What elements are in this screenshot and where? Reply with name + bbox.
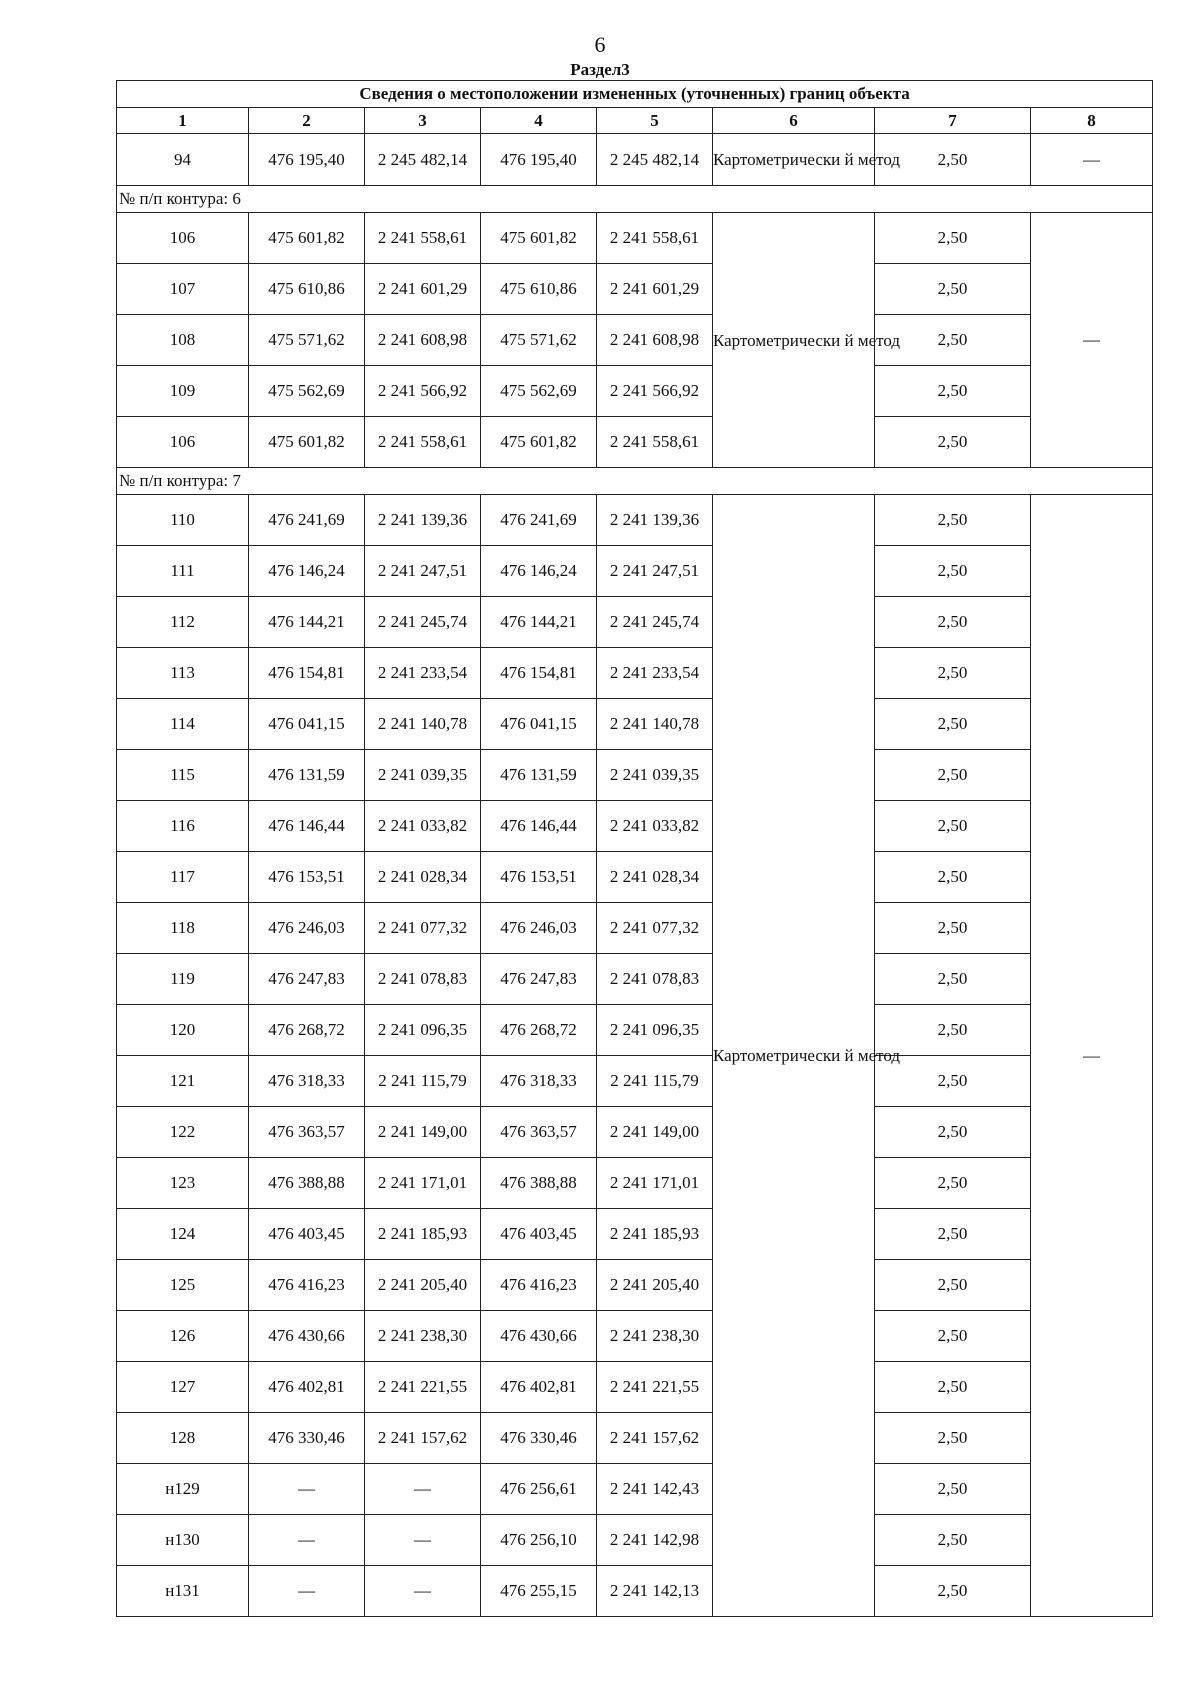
- accuracy-cell: 2,50: [875, 1005, 1031, 1056]
- table-row: [117, 1260, 1153, 1311]
- method-cell: Картометрически й метод: [713, 213, 875, 468]
- cell-col5: 2 241 028,34: [597, 852, 713, 903]
- method-cell: Картометрически й метод: [713, 134, 875, 186]
- column-header: 2: [249, 108, 365, 134]
- cell-col3: 2 241 558,61: [365, 213, 481, 264]
- table-row: [117, 495, 1153, 546]
- point-number: 114: [117, 699, 249, 750]
- cell-col3: 2 241 205,40: [365, 1260, 481, 1311]
- accuracy-cell: 2,50: [875, 417, 1031, 468]
- cell-col3: 2 241 247,51: [365, 546, 481, 597]
- cell-col3: 2 241 566,92: [365, 366, 481, 417]
- accuracy-cell: 2,50: [875, 1107, 1031, 1158]
- point-number: 113: [117, 648, 249, 699]
- cell-col2: —: [249, 1566, 365, 1617]
- point-number: 121: [117, 1056, 249, 1107]
- table-row: [117, 1107, 1153, 1158]
- accuracy-cell: 2,50: [875, 1209, 1031, 1260]
- point-number: 119: [117, 954, 249, 1005]
- cell-col5: 2 241 078,83: [597, 954, 713, 1005]
- cell-col5: 2 241 238,30: [597, 1311, 713, 1362]
- cell-col2: 476 330,46: [249, 1413, 365, 1464]
- accuracy-cell: 2,50: [875, 1515, 1031, 1566]
- cell-col3: 2 241 601,29: [365, 264, 481, 315]
- cell-col2: 476 416,23: [249, 1260, 365, 1311]
- accuracy-cell: 2,50: [875, 264, 1031, 315]
- boundary-table: [116, 80, 1153, 1617]
- cell-col5: 2 241 185,93: [597, 1209, 713, 1260]
- cell-col3: 2 241 245,74: [365, 597, 481, 648]
- accuracy-cell: 2,50: [875, 1464, 1031, 1515]
- cell-col5: 2 241 142,98: [597, 1515, 713, 1566]
- cell-col4: 475 571,62: [481, 315, 597, 366]
- cell-col3: 2 241 149,00: [365, 1107, 481, 1158]
- point-number: 125: [117, 1260, 249, 1311]
- table-row: [117, 546, 1153, 597]
- cell-col3: 2 241 077,32: [365, 903, 481, 954]
- cell-col5: 2 241 566,92: [597, 366, 713, 417]
- cell-col3: 2 241 157,62: [365, 1413, 481, 1464]
- cell-col5: 2 241 558,61: [597, 213, 713, 264]
- cell-col4: 476 388,88: [481, 1158, 597, 1209]
- cell-col2: 476 247,83: [249, 954, 365, 1005]
- point-number: 117: [117, 852, 249, 903]
- column-header: 8: [1031, 108, 1153, 134]
- table-row: [117, 1515, 1153, 1566]
- accuracy-cell: 2,50: [875, 597, 1031, 648]
- cell-col2: 476 041,15: [249, 699, 365, 750]
- cell-col4: 476 154,81: [481, 648, 597, 699]
- cell-col5: 2 241 115,79: [597, 1056, 713, 1107]
- cell-col3: 2 241 185,93: [365, 1209, 481, 1260]
- cell-col4: 475 562,69: [481, 366, 597, 417]
- cell-col5: 2 241 033,82: [597, 801, 713, 852]
- accuracy-cell: 2,50: [875, 134, 1031, 186]
- accuracy-cell: 2,50: [875, 648, 1031, 699]
- cell-col4: 476 268,72: [481, 1005, 597, 1056]
- cell-col4: 476 318,33: [481, 1056, 597, 1107]
- cell-col4: 476 330,46: [481, 1413, 597, 1464]
- cell-col2: 476 403,45: [249, 1209, 365, 1260]
- cell-col4: 476 363,57: [481, 1107, 597, 1158]
- table-row: [117, 699, 1153, 750]
- accuracy-cell: 2,50: [875, 852, 1031, 903]
- cell-col4: 475 601,82: [481, 213, 597, 264]
- col8-cell: —: [1031, 495, 1153, 1617]
- point-number: 115: [117, 750, 249, 801]
- section-label: Раздел3: [570, 60, 630, 79]
- point-number: 111: [117, 546, 249, 597]
- cell-col5: 2 241 558,61: [597, 417, 713, 468]
- cell-col2: 475 601,82: [249, 213, 365, 264]
- accuracy-cell: 2,50: [875, 903, 1031, 954]
- column-header: 3: [365, 108, 481, 134]
- cell-col5: 2 241 142,13: [597, 1566, 713, 1617]
- cell-col4: 476 041,15: [481, 699, 597, 750]
- cell-col5: 2 241 142,43: [597, 1464, 713, 1515]
- cell-col3: 2 241 238,30: [365, 1311, 481, 1362]
- accuracy-cell: 2,50: [875, 1362, 1031, 1413]
- table-row: [117, 750, 1153, 801]
- cell-col5: 2 241 140,78: [597, 699, 713, 750]
- contour-label: № п/п контура: 7: [117, 468, 1153, 495]
- table-row: [117, 852, 1153, 903]
- cell-col5: 2 241 139,36: [597, 495, 713, 546]
- cell-col5: 2 241 039,35: [597, 750, 713, 801]
- cell-col4: 476 402,81: [481, 1362, 597, 1413]
- cell-col5: 2 241 233,54: [597, 648, 713, 699]
- cell-col5: 2 241 157,62: [597, 1413, 713, 1464]
- table-row: [117, 1464, 1153, 1515]
- table-row: [117, 1005, 1153, 1056]
- cell-col4: 475 601,82: [481, 417, 597, 468]
- cell-col3: —: [365, 1515, 481, 1566]
- point-number: 127: [117, 1362, 249, 1413]
- cell-col3: 2 241 139,36: [365, 495, 481, 546]
- cell-col3: 2 245 482,14: [365, 134, 481, 186]
- cell-col2: 476 146,24: [249, 546, 365, 597]
- point-number: 106: [117, 213, 249, 264]
- point-number: 106: [117, 417, 249, 468]
- table-row: [117, 1209, 1153, 1260]
- cell-col4: 476 131,59: [481, 750, 597, 801]
- point-number: 107: [117, 264, 249, 315]
- cell-col5: 2 245 482,14: [597, 134, 713, 186]
- col8-cell: —: [1031, 213, 1153, 468]
- cell-col3: 2 241 171,01: [365, 1158, 481, 1209]
- accuracy-cell: 2,50: [875, 1056, 1031, 1107]
- cell-col3: 2 241 028,34: [365, 852, 481, 903]
- cell-col2: 476 246,03: [249, 903, 365, 954]
- cell-col2: 476 268,72: [249, 1005, 365, 1056]
- cell-col4: 476 416,23: [481, 1260, 597, 1311]
- cell-col3: 2 241 140,78: [365, 699, 481, 750]
- table-row: [117, 366, 1153, 417]
- accuracy-cell: 2,50: [875, 1260, 1031, 1311]
- table-row: [117, 134, 1153, 186]
- column-header: 6: [713, 108, 875, 134]
- method-cell: Картометрически й метод: [713, 495, 875, 1617]
- cell-col2: 476 144,21: [249, 597, 365, 648]
- point-number: 123: [117, 1158, 249, 1209]
- cell-col4: 476 241,69: [481, 495, 597, 546]
- point-number: н129: [117, 1464, 249, 1515]
- table-row: [117, 1566, 1153, 1617]
- table-row: [117, 417, 1153, 468]
- cell-col4: 476 146,44: [481, 801, 597, 852]
- cell-col4: 476 247,83: [481, 954, 597, 1005]
- point-number: 110: [117, 495, 249, 546]
- table-row: [117, 1311, 1153, 1362]
- table-row: [117, 1413, 1153, 1464]
- point-number: н130: [117, 1515, 249, 1566]
- table-row: [117, 213, 1153, 264]
- cell-col5: 2 241 205,40: [597, 1260, 713, 1311]
- column-header: 5: [597, 108, 713, 134]
- table-row: [117, 1158, 1153, 1209]
- cell-col4: 476 255,15: [481, 1566, 597, 1617]
- accuracy-cell: 2,50: [875, 546, 1031, 597]
- contour-label-row: [117, 468, 1153, 495]
- cell-col4: 476 146,24: [481, 546, 597, 597]
- accuracy-cell: 2,50: [875, 801, 1031, 852]
- point-number: 109: [117, 366, 249, 417]
- cell-col2: 476 402,81: [249, 1362, 365, 1413]
- point-number: 120: [117, 1005, 249, 1056]
- column-header: 4: [481, 108, 597, 134]
- point-number: 108: [117, 315, 249, 366]
- accuracy-cell: 2,50: [875, 1413, 1031, 1464]
- cell-col5: 2 241 601,29: [597, 264, 713, 315]
- cell-col2: —: [249, 1515, 365, 1566]
- cell-col2: 475 571,62: [249, 315, 365, 366]
- table-row: [117, 1056, 1153, 1107]
- table-row: [117, 903, 1153, 954]
- point-number: 126: [117, 1311, 249, 1362]
- cell-col3: 2 241 558,61: [365, 417, 481, 468]
- table-row: [117, 648, 1153, 699]
- accuracy-cell: 2,50: [875, 750, 1031, 801]
- cell-col4: 476 153,51: [481, 852, 597, 903]
- cell-col3: 2 241 096,35: [365, 1005, 481, 1056]
- cell-col4: 476 256,61: [481, 1464, 597, 1515]
- cell-col2: —: [249, 1464, 365, 1515]
- cell-col2: 475 610,86: [249, 264, 365, 315]
- table-row: [117, 597, 1153, 648]
- point-number: 112: [117, 597, 249, 648]
- point-number: 128: [117, 1413, 249, 1464]
- table-row: [117, 315, 1153, 366]
- cell-col3: 2 241 078,83: [365, 954, 481, 1005]
- cell-col5: 2 241 221,55: [597, 1362, 713, 1413]
- cell-col4: 476 246,03: [481, 903, 597, 954]
- cell-col2: 476 131,59: [249, 750, 365, 801]
- cell-col5: 2 241 077,32: [597, 903, 713, 954]
- cell-col2: 476 146,44: [249, 801, 365, 852]
- cell-col4: 476 195,40: [481, 134, 597, 186]
- table-row: [117, 954, 1153, 1005]
- point-number: 94: [117, 134, 249, 186]
- point-number: 122: [117, 1107, 249, 1158]
- contour-label: № п/п контура: 6: [117, 186, 1153, 213]
- cell-col5: 2 241 096,35: [597, 1005, 713, 1056]
- cell-col5: 2 241 149,00: [597, 1107, 713, 1158]
- cell-col4: 476 403,45: [481, 1209, 597, 1260]
- cell-col3: 2 241 115,79: [365, 1056, 481, 1107]
- cell-col2: 476 430,66: [249, 1311, 365, 1362]
- point-number: 124: [117, 1209, 249, 1260]
- accuracy-cell: 2,50: [875, 1566, 1031, 1617]
- cell-col2: 475 562,69: [249, 366, 365, 417]
- cell-col2: 475 601,82: [249, 417, 365, 468]
- point-number: 116: [117, 801, 249, 852]
- table-title: Сведения о местоположении измененных (уточненных) границ объекта: [117, 81, 1153, 108]
- cell-col2: 476 241,69: [249, 495, 365, 546]
- cell-col5: 2 241 245,74: [597, 597, 713, 648]
- cell-col3: 2 241 221,55: [365, 1362, 481, 1413]
- col8-cell: —: [1031, 134, 1153, 186]
- column-header: 7: [875, 108, 1031, 134]
- accuracy-cell: 2,50: [875, 1311, 1031, 1362]
- cell-col2: 476 153,51: [249, 852, 365, 903]
- accuracy-cell: 2,50: [875, 1158, 1031, 1209]
- cell-col2: 476 154,81: [249, 648, 365, 699]
- column-header: 1: [117, 108, 249, 134]
- cell-col3: 2 241 033,82: [365, 801, 481, 852]
- point-number: н131: [117, 1566, 249, 1617]
- cell-col4: 476 144,21: [481, 597, 597, 648]
- accuracy-cell: 2,50: [875, 315, 1031, 366]
- cell-col3: 2 241 233,54: [365, 648, 481, 699]
- page-number: 6: [594, 32, 606, 57]
- cell-col3: —: [365, 1464, 481, 1515]
- cell-col5: 2 241 171,01: [597, 1158, 713, 1209]
- table-row: [117, 264, 1153, 315]
- cell-col4: 476 430,66: [481, 1311, 597, 1362]
- accuracy-cell: 2,50: [875, 366, 1031, 417]
- point-number: 118: [117, 903, 249, 954]
- table-row: [117, 801, 1153, 852]
- cell-col3: 2 241 039,35: [365, 750, 481, 801]
- accuracy-cell: 2,50: [875, 699, 1031, 750]
- cell-col4: 476 256,10: [481, 1515, 597, 1566]
- cell-col2: 476 318,33: [249, 1056, 365, 1107]
- cell-col5: 2 241 608,98: [597, 315, 713, 366]
- accuracy-cell: 2,50: [875, 495, 1031, 546]
- cell-col5: 2 241 247,51: [597, 546, 713, 597]
- cell-col2: 476 388,88: [249, 1158, 365, 1209]
- contour-label-row: [117, 186, 1153, 213]
- cell-col2: 476 363,57: [249, 1107, 365, 1158]
- accuracy-cell: 2,50: [875, 954, 1031, 1005]
- cell-col3: 2 241 608,98: [365, 315, 481, 366]
- accuracy-cell: 2,50: [875, 213, 1031, 264]
- cell-col4: 475 610,86: [481, 264, 597, 315]
- table-title-row: [117, 81, 1153, 108]
- cell-col2: 476 195,40: [249, 134, 365, 186]
- table-row: [117, 1362, 1153, 1413]
- cell-col3: —: [365, 1566, 481, 1617]
- column-header-row: [117, 108, 1153, 134]
